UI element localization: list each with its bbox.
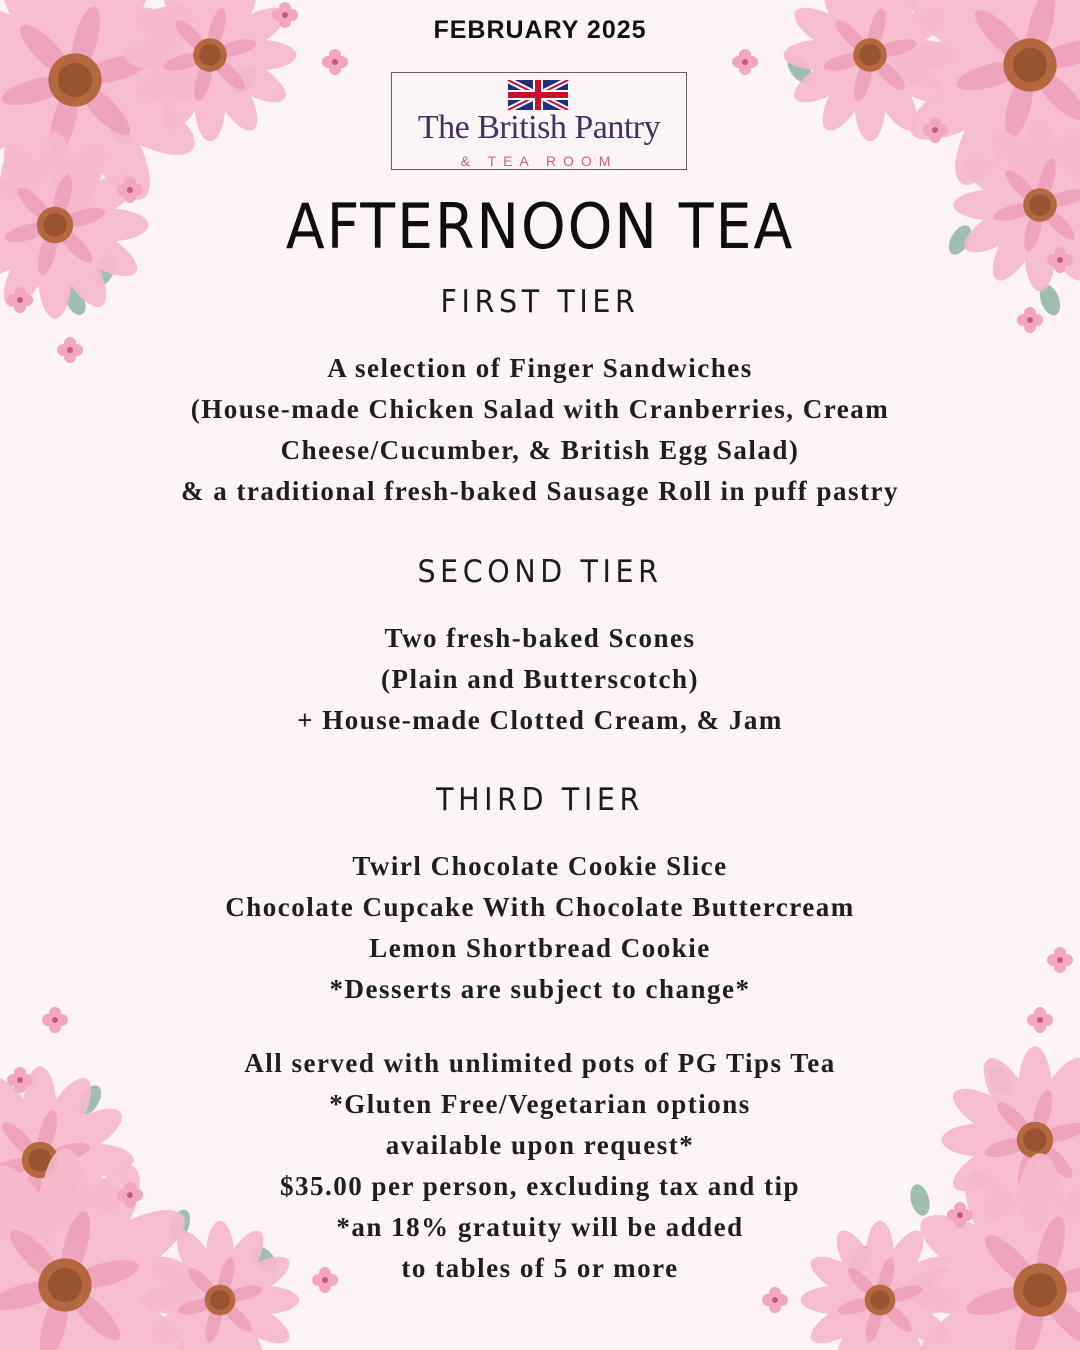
brand-logo	[391, 72, 687, 170]
menu-line: A selection of Finger Sandwiches	[327, 353, 753, 383]
menu-line: (House-made Chicken Salad with Cranberries, Cream	[190, 394, 890, 424]
union-jack-icon	[506, 80, 570, 110]
menu-line: Cheese/Cucumber, & British Egg Salad)	[280, 435, 800, 465]
section-body-second-tier	[0, 618, 1080, 741]
section-heading-first-tier: FIRST TIER	[440, 284, 640, 320]
brand-name: The British Pantry	[417, 109, 661, 146]
note-line: available upon request*	[385, 1130, 695, 1160]
menu-month: FEBRUARY 2025	[433, 16, 647, 44]
note-line: All served with unlimited pots of PG Tips Tea	[244, 1048, 836, 1078]
menu-line: (Plain and Butterscotch)	[381, 664, 699, 694]
section-body-first-tier	[0, 348, 1080, 512]
menu-line: + House-made Clotted Cream, & Jam	[297, 705, 783, 735]
menu-line: Chocolate Cupcake With Chocolate Buttercream	[225, 892, 855, 922]
menu-line: Twirl Chocolate Cookie Slice	[352, 851, 728, 881]
section-body-third-tier	[0, 846, 1080, 1010]
price-line: $35.00 per person, excluding tax and tip	[279, 1171, 801, 1201]
section-heading-third-tier: THIRD TIER	[436, 782, 644, 818]
pricing-notes	[0, 1043, 1080, 1289]
menu-line: Lemon Shortbread Cookie	[369, 933, 711, 963]
note-line: *Gluten Free/Vegetarian options	[329, 1089, 751, 1119]
note-line: to tables of 5 or more	[401, 1253, 679, 1283]
brand-subtitle: & TEA ROOM	[460, 153, 618, 169]
menu-line: & a traditional fresh-baked Sausage Roll in puff pastry	[180, 476, 900, 506]
note-line: *an 18% gratuity will be added	[336, 1212, 744, 1242]
page-title: AFTERNOON TEA	[285, 190, 795, 263]
menu-line: Two fresh-baked Scones	[384, 623, 696, 653]
menu-line: *Desserts are subject to change*	[329, 974, 751, 1004]
section-heading-second-tier: SECOND TIER	[417, 554, 663, 590]
